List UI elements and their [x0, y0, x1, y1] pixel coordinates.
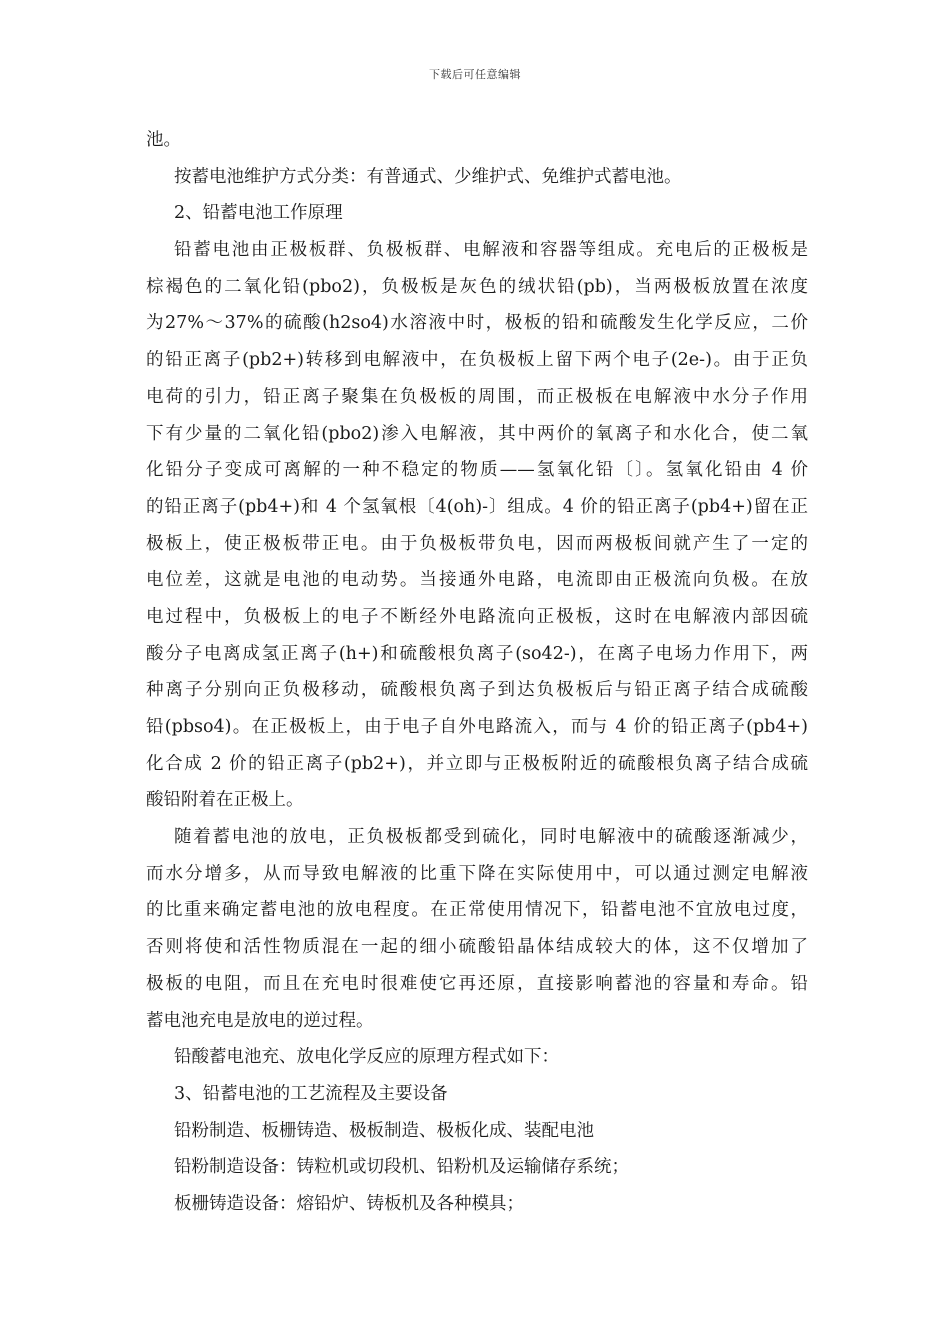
- body-line: 下有少量的二氧化铅(pbo2)渗入电解液，其中两价的氧离子和水化合，使二氧: [146, 423, 808, 444]
- document-body: [146, 122, 808, 1223]
- body-line: 极板上，使正极板带正电。由于负极板带负电，因而两极板间就产生了一定的: [146, 533, 808, 554]
- body-line: 铅粉制造设备：铸粒机或切段机、铅粉机及运输储存系统；: [174, 1157, 629, 1178]
- body-line: 电过程中，负极板上的电子不断经外电路流向正极板，这时在电解液内部因硫: [146, 606, 808, 627]
- body-line: 蓄电池充电是放电的逆过程。: [146, 1010, 374, 1031]
- body-line: 按蓄电池维护方式分类：有普通式、少维护式、免维护式蓄电池。: [174, 166, 682, 187]
- body-line: 电荷的引力，铅正离子聚集在负极板的周围，而正极板在电解液中水分子作用: [146, 386, 808, 407]
- body-line: 池。: [146, 130, 181, 150]
- body-line: 否则将使和活性物质混在一起的细小硫酸铅晶体结成较大的体，这不仅增加了: [146, 937, 808, 958]
- body-line: 随着蓄电池的放电，正负极板都受到硫化，同时电解液中的硫酸逐渐减少，: [174, 827, 808, 848]
- body-line: 铅粉制造、板栅铸造、极板制造、极板化成、装配电池: [174, 1120, 594, 1141]
- body-line: 板栅铸造设备：熔铅炉、铸板机及各种模具；: [174, 1193, 524, 1214]
- body-line: 化合成 2 价的铅正离子(pb2+)，并立即与正极板附近的硫酸根负离子结合成硫: [146, 753, 808, 774]
- body-line: 种离子分别向正负极移动，硫酸根负离子到达负极板后与铅正离子结合成硫酸: [146, 680, 808, 701]
- body-line: 的铅正离子(pb2+)转移到电解液中，在负极板上留下两个电子(2e-)。由于正负: [146, 350, 808, 371]
- body-line: 铅蓄电池由正极板群、负极板群、电解液和容器等组成。充电后的正极板是: [174, 240, 808, 261]
- section-heading: 3、铅蓄电池的工艺流程及主要设备: [174, 1083, 448, 1104]
- page-header: 下载后可任意编辑: [429, 68, 521, 81]
- body-line: 极板的电阻，而且在充电时很难使它再还原，直接影响蓄池的容量和寿命。铅: [146, 973, 808, 994]
- body-line: 酸分子电离成氢正离子(h+)和硫酸根负离子(so42-)，在离子电场力作用下，两: [146, 643, 808, 664]
- body-line: 电位差，这就是电池的电动势。当接通外电路，电流即由正极流向负极。在放: [146, 570, 808, 591]
- section-heading: 2、铅蓄电池工作原理: [174, 203, 343, 224]
- body-line: 的比重来确定蓄电池的放电程度。在正常使用情况下，铅蓄电池不宜放电过度，: [146, 900, 808, 921]
- body-line: 铅酸蓄电池充、放电化学反应的原理方程式如下：: [174, 1047, 559, 1068]
- body-line: 铅(pbso4)。在正极板上，由于电子自外电路流入，而与 4 价的铅正离子(pb4+): [146, 717, 808, 737]
- body-line: 酸铅附着在正极上。: [146, 790, 304, 811]
- body-line: 棕褐色的二氧化铅(pbo2)，负极板是灰色的绒状铅(pb)，当两极板放置在浓度: [146, 276, 808, 297]
- body-line: 为27%～37%的硫酸(h2so4)水溶液中时，极板的铅和硫酸发生化学反应，二价: [146, 313, 808, 334]
- body-line: 而水分增多，从而导致电解液的比重下降在实际使用中，可以通过测定电解液: [146, 863, 808, 884]
- body-line: 的铅正离子(pb4+)和 4 个氢氧根〔4(oh)-〕组成。4 价的铅正离子(pb4+)留在正: [146, 496, 808, 517]
- body-line: 化铅分子变成可离解的一种不稳定的物质——氢氧化铅〔〕。氢氧化铅由 4 价: [146, 460, 808, 481]
